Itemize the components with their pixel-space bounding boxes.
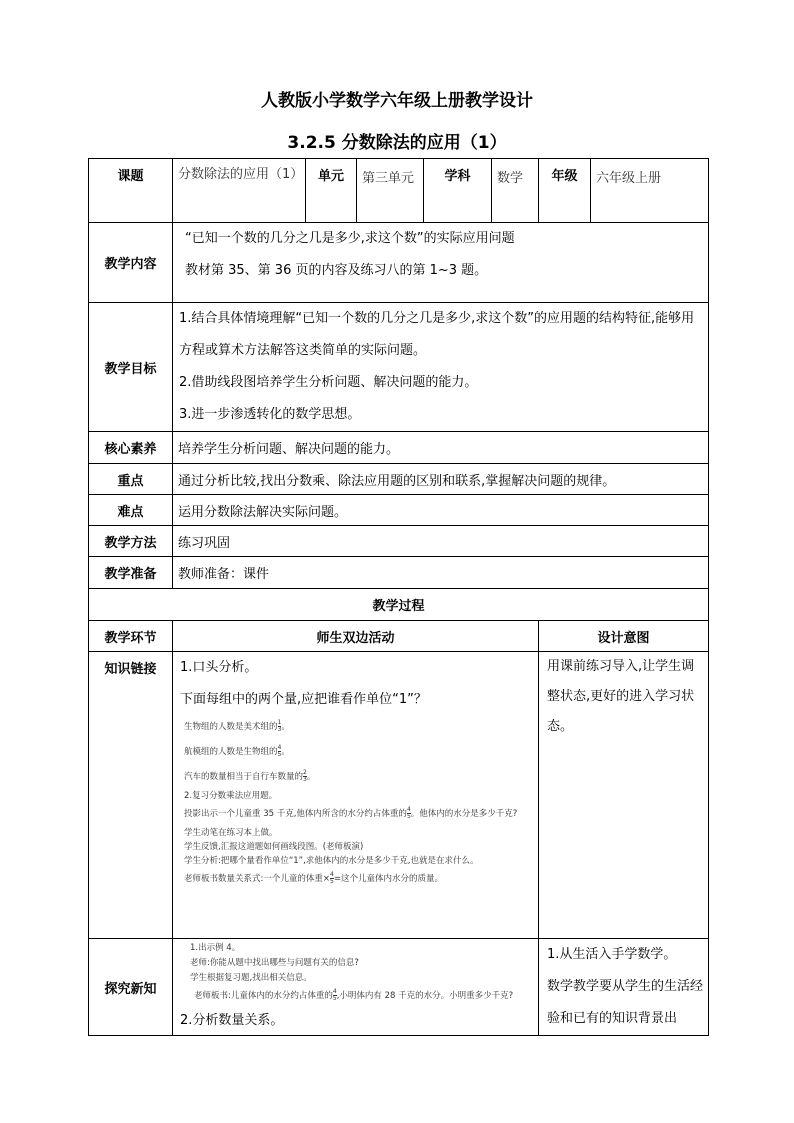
content-row [89, 223, 709, 303]
goal-1: 1.结合具体情境理解“已知一个数的几分之几是多少,求这个数”的应用题的结构特征,能够用方程或算术方法解答这类简单的实际问题。 [179, 311, 695, 358]
process-heading-row [89, 589, 709, 621]
lesson-title: 3.2.5 分数除法的应用（1） [287, 133, 507, 153]
method-label: 教学方法 [89, 526, 173, 557]
key-point-value: 通过分析比较,找出分数乘、除法应用题的区别和联系,掌握解决问题的规律。 [173, 464, 709, 495]
img-line: 学生动笔在练习本上做。 [184, 828, 278, 838]
stage1-line-1: 1.口头分析。 [180, 660, 258, 675]
content-line-1: “已知一个数的几分之几是多少,求这个数”的实际应用问题 [185, 231, 515, 246]
difficulty-value: 运用分数除法解决实际问题。 [173, 495, 709, 526]
grade-label: 年级 [539, 159, 591, 223]
topic-value: 分数除法的应用（1） [173, 159, 306, 223]
grade-value: 六年级上册 [591, 159, 709, 223]
img-line: 。他体内的水分是多少千克? [410, 809, 518, 819]
stage1-row [89, 652, 709, 939]
img-line: 学生分析:把哪个量看作单位“1”,求他体内的水分是多少千克,也就是在求什么。 [184, 856, 479, 866]
stage1-intent: 用课前练习导入,让学生调整状态,更好的进入学习状态。 [539, 652, 709, 939]
page-title: 人教版小学数学六年级上册教学设计 [261, 91, 533, 111]
key-point-label: 重点 [89, 464, 173, 495]
goal-2: 2.借助线段图培养学生分析问题、解决问题的能力。 [179, 375, 478, 390]
key-point-row [89, 464, 709, 495]
fraction: $\frac{4}{5}$ [277, 744, 282, 758]
literacy-value: 培养学生分析问题、解决问题的能力。 [173, 432, 709, 464]
img-line: 1.出示例 4。 [190, 943, 241, 953]
subject-label: 学科 [424, 159, 492, 223]
img-line: 学生根据复习题,找出相关信息。 [190, 973, 312, 983]
stage2-intent-2: 数学教学要从学生的生活经验和已有的知识背景出 [547, 979, 704, 1026]
stage1-label: 知识链接 [89, 652, 173, 939]
stage2-line: 2.分析数量关系。 [180, 1013, 284, 1028]
unit-label: 单元 [306, 159, 357, 223]
content-label: 教学内容 [89, 223, 173, 303]
preparation-row [89, 557, 709, 589]
fraction: $\frac{4}{5}$ [406, 806, 411, 820]
img-line: 老师板书数量关系式:一个儿童的体重× [184, 874, 330, 884]
fraction: $\frac{1}{3}$ [277, 719, 282, 733]
img-line: ,小明体内有 28 千克的水分。小明重多少千克? [336, 991, 514, 1001]
img-line: 生物组的人数是美术组的 [184, 722, 278, 732]
stage2-intent-1: 1.从生活入手学数学。 [547, 947, 677, 962]
method-value: 练习巩固 [173, 526, 709, 557]
col-stage: 教学环节 [89, 621, 173, 652]
img-line: 老师板书:儿童体内的水分约占体重的 [194, 991, 333, 1001]
topic-label: 课题 [89, 159, 173, 223]
goal-3: 3.进一步渗透转化的数学思想。 [179, 407, 361, 422]
difficulty-label: 难点 [89, 495, 173, 526]
goals-row [89, 303, 709, 432]
content-line-2: 教材第 35、第 36 页的内容及练习八的第 1~3 题。 [185, 263, 488, 278]
img-line: 汽车的数量相当于自行车数量的 [184, 772, 304, 782]
img-line: 航模组的人数是生物组的 [184, 747, 278, 757]
stage2-row [89, 939, 709, 1036]
literacy-row [89, 432, 709, 464]
info-row [89, 159, 709, 223]
preparation-value: 教师准备：课件 [173, 557, 709, 589]
fraction: $\frac{4}{5}$ [332, 988, 337, 1002]
preparation-label: 教学准备 [89, 557, 173, 589]
method-row [89, 526, 709, 557]
img-line: 投影出示一个儿童重 35 千克,他体内所含的水分约占体重的 [184, 809, 407, 819]
difficulty-row [89, 495, 709, 526]
img-line: 2.复习分数乘法应用题。 [184, 791, 278, 801]
img-line: 老师:你能从题中找出哪些与问题有关的信息? [190, 958, 359, 968]
col-intent: 设计意图 [539, 621, 709, 652]
unit-value: 第三单元 [357, 159, 424, 223]
img-line: 学生反馈,汇报这道题如何画线段图。(老师板演) [184, 842, 364, 852]
stage2-embedded-image [180, 941, 533, 1002]
literacy-label: 核心素养 [89, 432, 173, 464]
stage1-embedded-image: 生物组的人数是美术组的 $\frac{1}{3}$ 。 航模组的人数是生物组的 $\frac{4}{5}$ 。 汽车的数量相当于自行车数量的 $\frac{2}{3}$ 。 2.复习分数乘法应用题。 投影出示一个儿童重 35 千克,他体内所含的水分约占体重的 $\frac{4}{5}$ 。他体内的水分是多少千克? 学生动笔在练习本上做。 学生反馈,汇报这道题如何画线段图。(老师板演) 学生分析:把哪个量看作单位“1”,求他体内的水分是多少千克,也就是在求什么。 老师板书数量关系式:一个儿童的体重× $\frac{4}{5}$ =这个儿童体内水分的质量。 [180, 720, 533, 885]
fraction: $\frac{4}{5}$ [330, 871, 334, 885]
process-columns-row [89, 621, 709, 652]
img-line: =这个儿童体内水分的质量。 [333, 874, 443, 884]
col-activity: 师生双边活动 [173, 621, 539, 652]
subject-value: 数学 [492, 159, 539, 223]
goals-label: 教学目标 [89, 303, 173, 432]
stage2-label: 探究新知 [89, 939, 173, 1036]
lesson-plan-table [88, 158, 709, 1036]
stage1-line-2: 下面每组中的两个量,应把谁看作单位“1”？ [180, 692, 427, 707]
process-heading: 教学过程 [89, 589, 709, 621]
fraction: $\frac{2}{3}$ [303, 769, 307, 783]
